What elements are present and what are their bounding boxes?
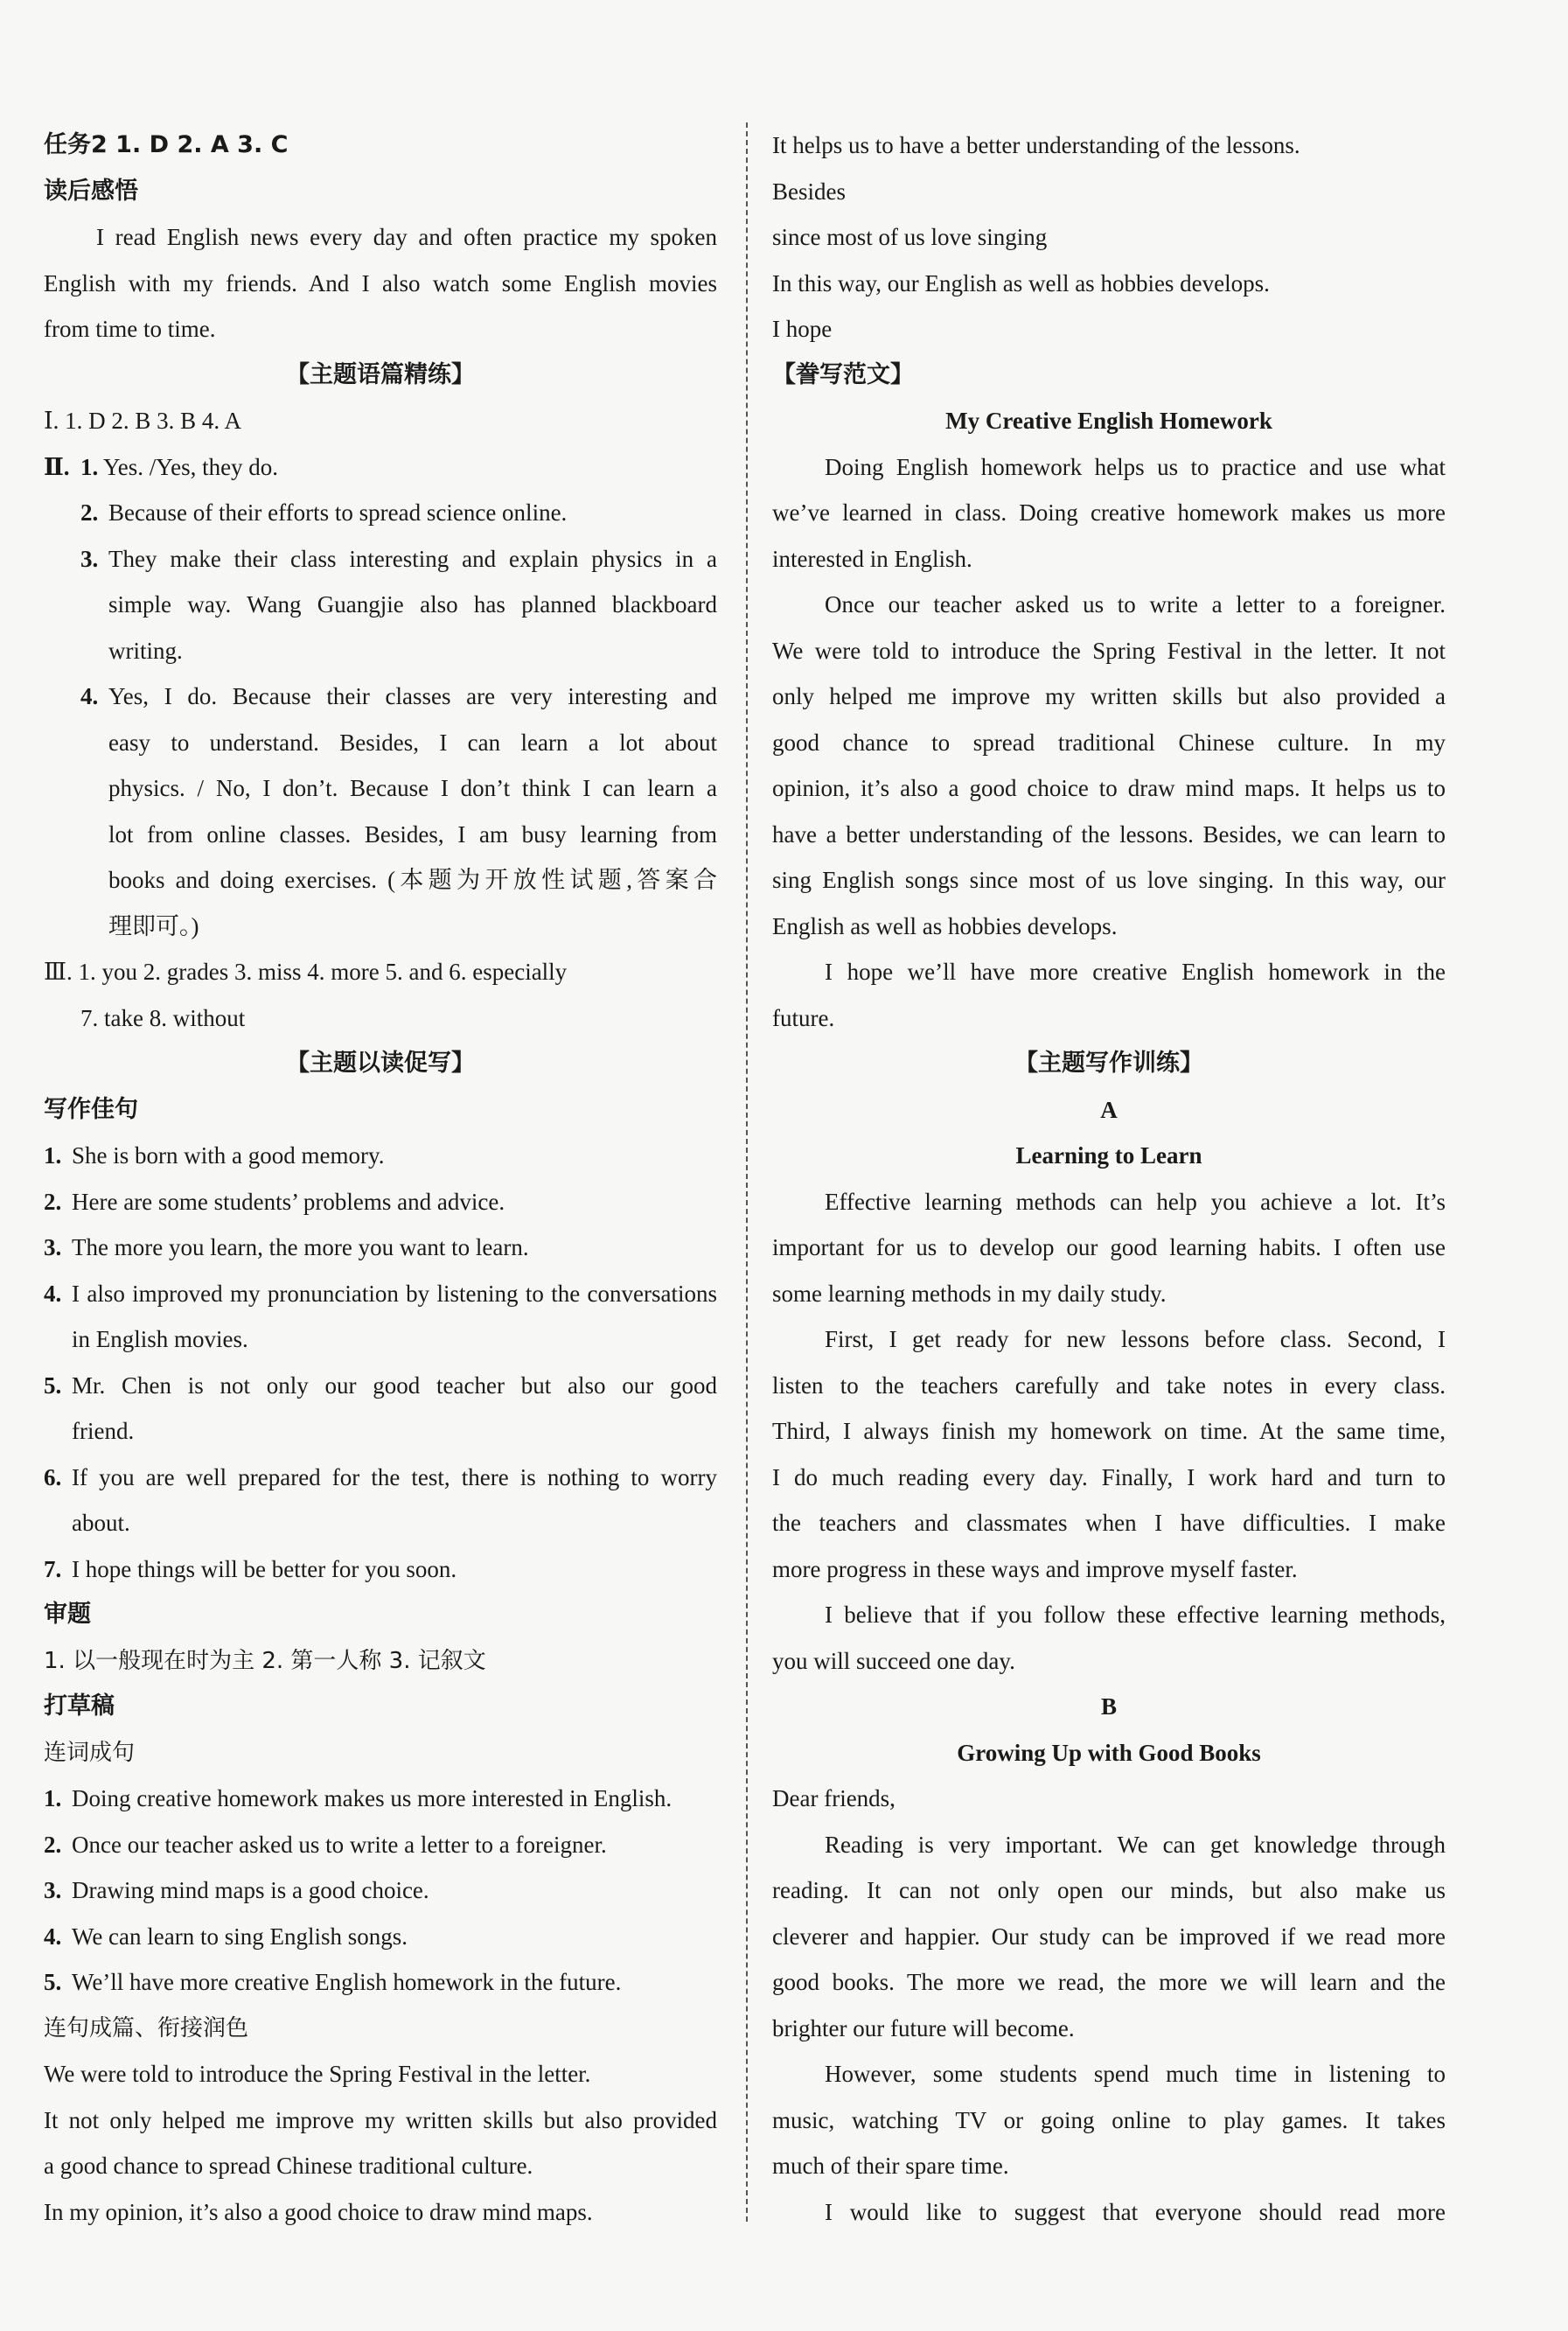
paragraph-line: I hope we’ll have more creative English homework in the (825, 959, 1446, 985)
polish-line: In this way, our English as well as hobbies develops. (772, 269, 1270, 297)
sentence-item (44, 1225, 717, 1271)
task2-answers: 任务2 1. D 2. A 3. C (44, 131, 289, 158)
essay-b-label: B (1100, 1693, 1117, 1720)
item-number: 2. (44, 1831, 62, 1858)
essay-a-paragraph (772, 1592, 1446, 1684)
paragraph-line: you will succeed one day. (772, 1647, 1015, 1674)
sentence-item (44, 1455, 717, 1546)
paragraph-line: some learning methods in my daily study. (772, 1280, 1167, 1307)
polish-line: I hope (772, 316, 833, 342)
essay-a-paragraph (772, 1179, 1446, 1317)
paragraph-line: cleverer and happier. Our study can be improved if we read more (772, 1923, 1446, 1950)
sentence-line: in English movies. (72, 1326, 248, 1352)
item-number: 4. (44, 1923, 62, 1950)
paragraph-line: First, I get ready for new lessons before class. Second, I (825, 1326, 1446, 1352)
paragraph-line: I would like to suggest that everyone should read more (825, 2198, 1446, 2225)
sentence-text: I hope things will be better for you soon. (72, 1555, 457, 1582)
essay-b-title: Growing Up with Good Books (957, 1739, 1261, 1766)
item-number: 3. (44, 1877, 62, 1903)
connect-text: We’ll have more creative English homework in the future. (72, 1969, 622, 1995)
sentence-line: I also improved my pronunciation by listening to the conversations (72, 1280, 717, 1307)
paragraph-line: Third, I always finish my homework on time. At the same time, (772, 1418, 1446, 1444)
essay-a-title: Learning to Learn (1015, 1142, 1202, 1169)
sentence-item (44, 1271, 717, 1363)
connect-item (44, 1822, 717, 1868)
section-title-reading: 【主题语篇精练】 (286, 360, 475, 388)
part2-item (44, 673, 717, 949)
paragraph-line: reading. It can not only open our minds, but also make us (772, 1877, 1446, 1903)
answer-line: writing. (108, 637, 183, 664)
part3-answers-cont: 7. take 8. without (80, 1004, 246, 1031)
sentence-item (44, 1363, 717, 1455)
answer-line: Yes, I do. Because their classes are very interesting and (108, 683, 717, 709)
reflection-line: from time to time. (44, 316, 216, 342)
item-number: 5. (44, 1969, 62, 1995)
part2-item (44, 490, 717, 536)
essay-b-greeting: Dear friends, (772, 1785, 896, 1811)
paragraph-line: have a better understanding of the lessons. Besides, we can learn to (772, 820, 1446, 848)
sentence-item (44, 1546, 717, 1593)
reflection-line: I read English news every day and often practice my spoken (96, 224, 717, 250)
item-number: 7. (44, 1555, 62, 1582)
paragraph-line: We were told to introduce the Spring Festival in the letter. It not (772, 637, 1446, 664)
polish-line: It helps us to have a better understanding of the lessons. (772, 132, 1300, 158)
polish-line: Besides (772, 178, 846, 205)
answer-line: simple way. Wang Guangjie also has planned blackboard (108, 591, 717, 618)
paragraph-line: more progress in these ways and improve myself faster. (772, 1555, 1298, 1582)
essay-a-label: A (1100, 1096, 1118, 1123)
connect-text: Once our teacher asked us to write a letter to a foreigner. (72, 1831, 607, 1858)
connect-text: We can learn to sing English songs. (72, 1923, 408, 1950)
answer-line: They make their class interesting and explain physics in a (108, 545, 717, 572)
item-number: 1. (44, 1785, 62, 1811)
essay-a-paragraph (772, 1316, 1446, 1592)
part2-label: Ⅱ. (44, 453, 70, 480)
connect-item (44, 1867, 717, 1914)
sentence-text: The more you learn, the more you want to learn. (72, 1234, 529, 1260)
sentence-text: She is born with a good memory. (72, 1142, 385, 1169)
section-title-writing: 【主题以读促写】 (286, 1050, 475, 1077)
paragraph-line: the teachers and classmates when I have difficulties. I make (772, 1510, 1446, 1536)
writing-sentences-heading: 写作佳句 (44, 1095, 138, 1123)
paragraph-line: music, watching TV or going online to play games. It takes (772, 2106, 1446, 2133)
polish-line: a good chance to spread Chinese traditional culture. (44, 2153, 533, 2179)
polish-line: We were told to introduce the Spring Festival in the letter. (44, 2061, 591, 2087)
model-paragraph (772, 444, 1446, 583)
item-number: 3. (44, 1234, 62, 1260)
connect-item (44, 1959, 717, 2006)
item-number: 6. (44, 1463, 62, 1490)
item-number: 3. (80, 545, 99, 572)
answer-line: 理即可。) (108, 912, 199, 939)
paragraph-line: I believe that if you follow these effective learning methods, (825, 1602, 1446, 1628)
paragraph-line: good books. The more we read, the more we will learn and the (772, 1969, 1446, 1995)
part3-answers: Ⅲ. 1. you 2. grades 3. miss 4. more 5. and 6. especially (44, 959, 568, 985)
review-heading: 审题 (44, 1601, 91, 1628)
part1-answers: Ⅰ. 1. D 2. B 3. B 4. A (44, 408, 241, 434)
polish-heading: 连句成篇、衔接润色 (44, 2014, 249, 2041)
paragraph-line: listen to the teachers carefully and take notes in every class. (772, 1371, 1446, 1399)
paragraph-line: interested in English. (772, 545, 972, 572)
paragraph-line: we’ve learned in class. Doing creative homework makes us more (772, 499, 1446, 526)
essay-b-paragraph (772, 2189, 1446, 2236)
item-number: 5. (44, 1371, 62, 1399)
right-column (772, 122, 1446, 2235)
paragraph-line: I do much reading every day. Finally, I work hard and turn to (772, 1463, 1446, 1490)
draft-heading: 打草稿 (44, 1692, 115, 1720)
item-number: 4. (44, 1280, 62, 1307)
item-number: 2. (44, 1188, 62, 1215)
connect-item (44, 1776, 717, 1822)
reflection-paragraph (44, 214, 717, 352)
polish-line: since most of us love singing (772, 224, 1048, 250)
paragraph-line: much of their spare time. (772, 2153, 1009, 2179)
paragraph-line: Once our teacher asked us to write a letter to a foreigner. (825, 591, 1446, 618)
answer-line: easy to understand. Besides, I can learn a lot about (108, 729, 717, 756)
paragraph-line: opinion, it’s also a good choice to draw mind maps. It helps us to (772, 775, 1446, 801)
connect-text: Doing creative homework makes us more interested in English. (72, 1785, 672, 1811)
answer-line: books and doing exercises. (本题为开放性试题,答案合 (108, 867, 717, 893)
sentence-line: If you are well prepared for the test, there is nothing to worry (72, 1463, 717, 1490)
paragraph-line: Effective learning methods can help you achieve a lot. It’s (825, 1188, 1446, 1215)
sentence-line: about. (72, 1510, 130, 1536)
part2-item (44, 536, 717, 674)
polish-line: In my opinion, it’s also a good choice to draw mind maps. (44, 2198, 593, 2225)
answer-line: physics. / No, I don’t. Because I don’t think I can learn a (108, 775, 717, 801)
paragraph-line: only helped me improve my written skills but also provided a (772, 683, 1446, 709)
answer-line: lot from online classes. Besides, I am busy learning from (108, 820, 717, 848)
part2-item (44, 444, 717, 491)
left-column (44, 122, 717, 2235)
paragraph-line: good chance to spread traditional Chinese culture. In my (772, 729, 1446, 756)
item-number: 4. (80, 683, 99, 709)
item-number: 1. (44, 1142, 62, 1169)
connect-heading: 连词成句 (44, 1739, 136, 1766)
paragraph-line: future. (772, 1004, 835, 1031)
reflection-line: English with my friends. And I also watch some English movies (44, 269, 717, 297)
sentence-item (44, 1133, 717, 1179)
reflection-heading: 读后感悟 (44, 177, 138, 205)
sentence-text: Here are some students’ problems and advice. (72, 1188, 505, 1215)
sentence-line: friend. (72, 1418, 135, 1444)
model-paragraph (772, 582, 1446, 949)
training-heading: 【主题写作训练】 (1014, 1050, 1203, 1077)
essay-b-paragraph (772, 2051, 1446, 2189)
model-essay-title: My Creative English Homework (945, 408, 1272, 434)
paragraph-line: English as well as hobbies develops. (772, 912, 1118, 939)
column-divider (746, 122, 748, 2222)
paragraph-line: Doing English homework helps us to practice and use what (825, 453, 1446, 480)
model-paragraph (772, 949, 1446, 1041)
paragraph-line: brighter our future will become. (772, 2014, 1075, 2041)
answer-text: Yes. /Yes, they do. (103, 453, 279, 480)
essay-b-paragraph (772, 1822, 1446, 2052)
model-essay-heading: 【誊写范文】 (772, 360, 914, 388)
paragraph-line: Reading is very important. We can get knowledge through (825, 1831, 1446, 1858)
item-number: 2. (80, 499, 99, 526)
sentence-item (44, 1179, 717, 1225)
connect-item (44, 1914, 717, 1960)
polish-line: It not only helped me improve my written skills but also provided (44, 2106, 717, 2133)
answer-text: Because of their efforts to spread science online. (108, 499, 568, 526)
paragraph-line: sing English songs since most of us love singing. In this way, our (772, 867, 1446, 893)
item-number: 1. (80, 453, 99, 480)
paragraph-line: important for us to develop our good learning habits. I often use (772, 1234, 1446, 1260)
review-answers: 1. 以一般现在时为主 2. 第一人称 3. 记叙文 (44, 1647, 486, 1674)
paragraph-line: However, some students spend much time in listening to (825, 2061, 1446, 2087)
sentence-line: Mr. Chen is not only our good teacher but also our good (72, 1371, 717, 1399)
connect-text: Drawing mind maps is a good choice. (72, 1877, 429, 1903)
